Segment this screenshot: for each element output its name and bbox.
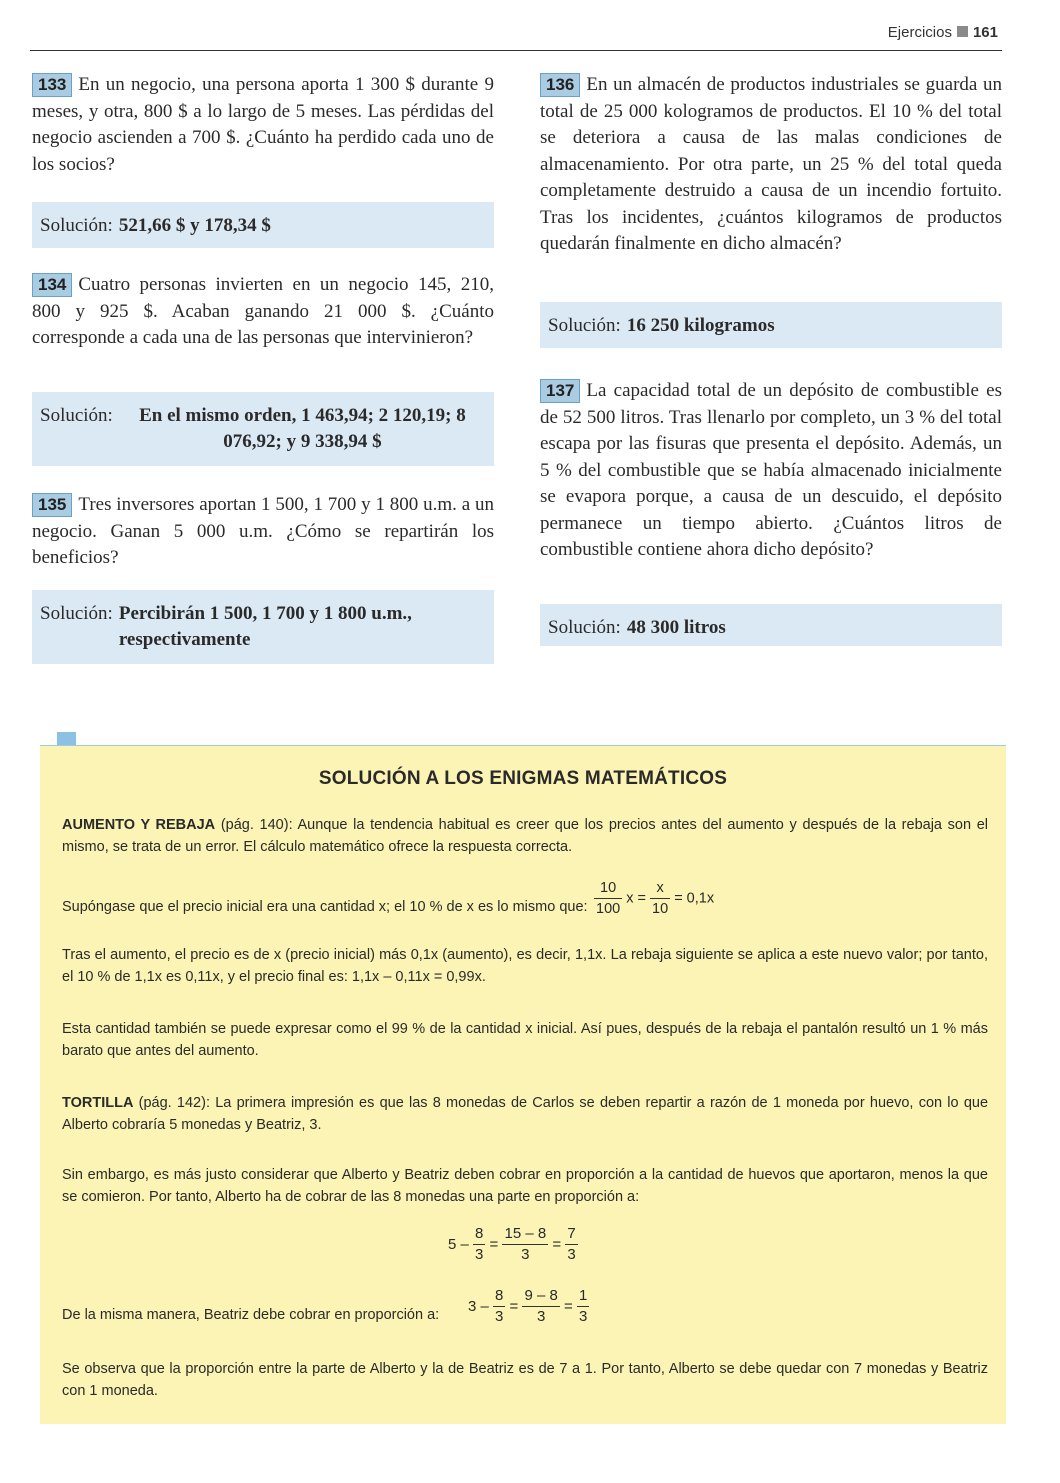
exercise-number: 134 bbox=[32, 273, 72, 297]
tortilla-paragraph-1: TORTILLA (pág. 142): La primera impresión es que las 8 monedas de Carlos se deben repartir a razón de 1 moneda por huevo, con lo que Alberto cobraría 5 monedas y Beatriz, 3. bbox=[62, 1095, 989, 1133]
exercise-number: 133 bbox=[32, 73, 72, 97]
page-header bbox=[30, 22, 1002, 51]
aumento-ref: (pág. 140): bbox=[215, 817, 298, 833]
solution-value: 16 250 kilogramos bbox=[626, 315, 775, 336]
tortilla-paragraph-4: Se observa que la proporción entre la parte de Alberto y la de Beatriz es de 7 a 1. Por tanto, Alberto se debe quedar con 7 monedas y Beatriz con 1 moneda. bbox=[62, 1361, 988, 1399]
exercise-text: Tres inversores aportan 1 500, 1 700 y 1 800 u.m. a un negocio. Ganan 5 000 u.m. ¿Cómo se repartirán los beneficios? bbox=[32, 494, 494, 568]
solution-box bbox=[540, 604, 1002, 646]
exercise-number: 135 bbox=[32, 493, 72, 517]
aumento-paragraph-4: Esta cantidad también se puede expresar como el 99 % de la cantidad x inicial. Así pues, después de la rebaja el pantalón resultó un 1 % más barato que antes del aumento. bbox=[62, 1021, 988, 1059]
solution-box bbox=[32, 392, 494, 466]
exercise-135 bbox=[32, 492, 494, 576]
beatriz-equation: 3 – $\frac{8}{3}$ = $\frac{9 - 8}{3}$ = $\frac{1}{3}$ bbox=[468, 1287, 588, 1325]
solution-box bbox=[540, 302, 1002, 348]
alberto-equation: 5 – $\frac{8}{3}$ = $\frac{15 - 8}{3}$ = $\frac{7}{3}$ bbox=[448, 1225, 576, 1263]
exercise-number: 137 bbox=[540, 379, 580, 403]
exercise-text: Cuatro personas invierten en un negocio 145, 210, 800 y 925 $. Acaban ganando 21 000 $. ¿Cuánto corresponde a cada una de las personas que intervinieron? bbox=[32, 274, 494, 348]
tortilla-keyword: TORTILLA bbox=[62, 1095, 134, 1111]
exercise-137 bbox=[540, 378, 1002, 600]
aumento-keyword: AUMENTO Y REBAJA bbox=[62, 817, 216, 833]
running-header bbox=[888, 24, 998, 41]
solution-value: 48 300 litros bbox=[626, 617, 726, 638]
square-bullet-icon bbox=[957, 26, 968, 37]
tortilla-paragraph-3: De la misma manera, Beatriz debe cobrar en proporción a: bbox=[62, 1307, 440, 1323]
right-column bbox=[540, 72, 1002, 646]
exercise-number: 136 bbox=[540, 73, 580, 97]
aumento-paragraph-2: Supóngase que el precio inicial era una cantidad x; el 10 % de x es lo mismo que: bbox=[62, 899, 588, 915]
exercise-133 bbox=[32, 72, 494, 202]
aumento-equation-row bbox=[62, 878, 988, 930]
aumento-paragraph-1: AUMENTO Y REBAJA (pág. 140): Aunque la tendencia habitual es creer que los precios antes del aumento y después de la rebaja son el mismo, se trata de un error. El cálculo matemático ofrece la respuesta correcta. bbox=[62, 817, 988, 855]
solution-value: 521,66 $ y 178,34 $ bbox=[118, 215, 271, 236]
solution-label: Solución: bbox=[548, 617, 621, 638]
solution-box bbox=[32, 202, 494, 248]
exercise-text: La capacidad total de un depósito de combustible es de 52 500 litros. Tras llenarlo por completo, un 3 % del total escapa por las fisuras que presenta el depósito. Además, un 5 % del combustible que se había almacenado inicialmente se evapora porque, a causa de un descuido, el depósito permanece un tiempo abierto. ¿Cuántos litros de combustible contiene ahora dicho depósito? bbox=[540, 380, 1002, 560]
tortilla-ref: (pág. 142): bbox=[133, 1095, 216, 1111]
exercise-text: En un negocio, una persona aporta 1 300 $ durante 9 meses, y otra, 800 $ a lo largo de 5 meses. Las pérdidas del negocio ascienden a 700 $. ¿Cuánto ha perdido cada uno de los socios? bbox=[32, 74, 494, 175]
solution-label: Solución: bbox=[40, 405, 113, 426]
section-title: Ejercicios bbox=[887, 24, 952, 41]
solution-box bbox=[32, 590, 494, 664]
solution-label: Solución: bbox=[40, 603, 113, 624]
aumento-paragraph-3: Tras el aumento, el precio es de x (precio inicial) más 0,1x (aumento), es decir, 1,1x. La rebaja siguiente se aplica a este nuevo valor; por tanto, el 10 % de 1,1x es 0,11x, y el precio final es: 1,1x – 0,11x = 0,99x. bbox=[62, 947, 988, 985]
solution-value: En el mismo orden, 1 463,94; 2 120,19; 8 076,92; y 9 338,94 $ bbox=[139, 405, 466, 452]
enigmas-box bbox=[40, 745, 1006, 1424]
left-column bbox=[32, 72, 494, 664]
exercise-text: En un almacén de productos industriales se guarda un total de 25 000 kologramos de productos. El 10 % del total se deteriora a causa de las malas condiciones de almacenamiento. Por otra parte, un 25 % del total queda completamente destruido a causa de un incendio fortuito. Tras los incidentes, ¿cuántos kilogramos de productos quedarán finalmente en dicho almacén? bbox=[540, 74, 1002, 254]
page-number: 161 bbox=[972, 24, 998, 41]
enigmas-title: SOLUCIÓN A LOS ENIGMAS MATEMÁTICOS bbox=[318, 768, 728, 789]
exercise-134 bbox=[32, 272, 494, 382]
solution-value: Percibirán 1 500, 1 700 y 1 800 u.m., respectivamente bbox=[118, 603, 412, 650]
solution-label: Solución: bbox=[548, 315, 621, 336]
percent-fraction: $\frac{10}{100}$ x = $\frac{x}{10}$ = 0,1x bbox=[596, 880, 715, 917]
exercise-136 bbox=[540, 72, 1002, 294]
solution-label: Solución: bbox=[40, 215, 113, 236]
tortilla-paragraph-2: Sin embargo, es más justo considerar que Alberto y Beatriz deben cobrar en proporción a la cantidad de huevos que aportaron, menos la que se comieron. Por tanto, Alberto ha de cobrar de las 8 monedas una parte en proporción a: bbox=[62, 1167, 988, 1205]
